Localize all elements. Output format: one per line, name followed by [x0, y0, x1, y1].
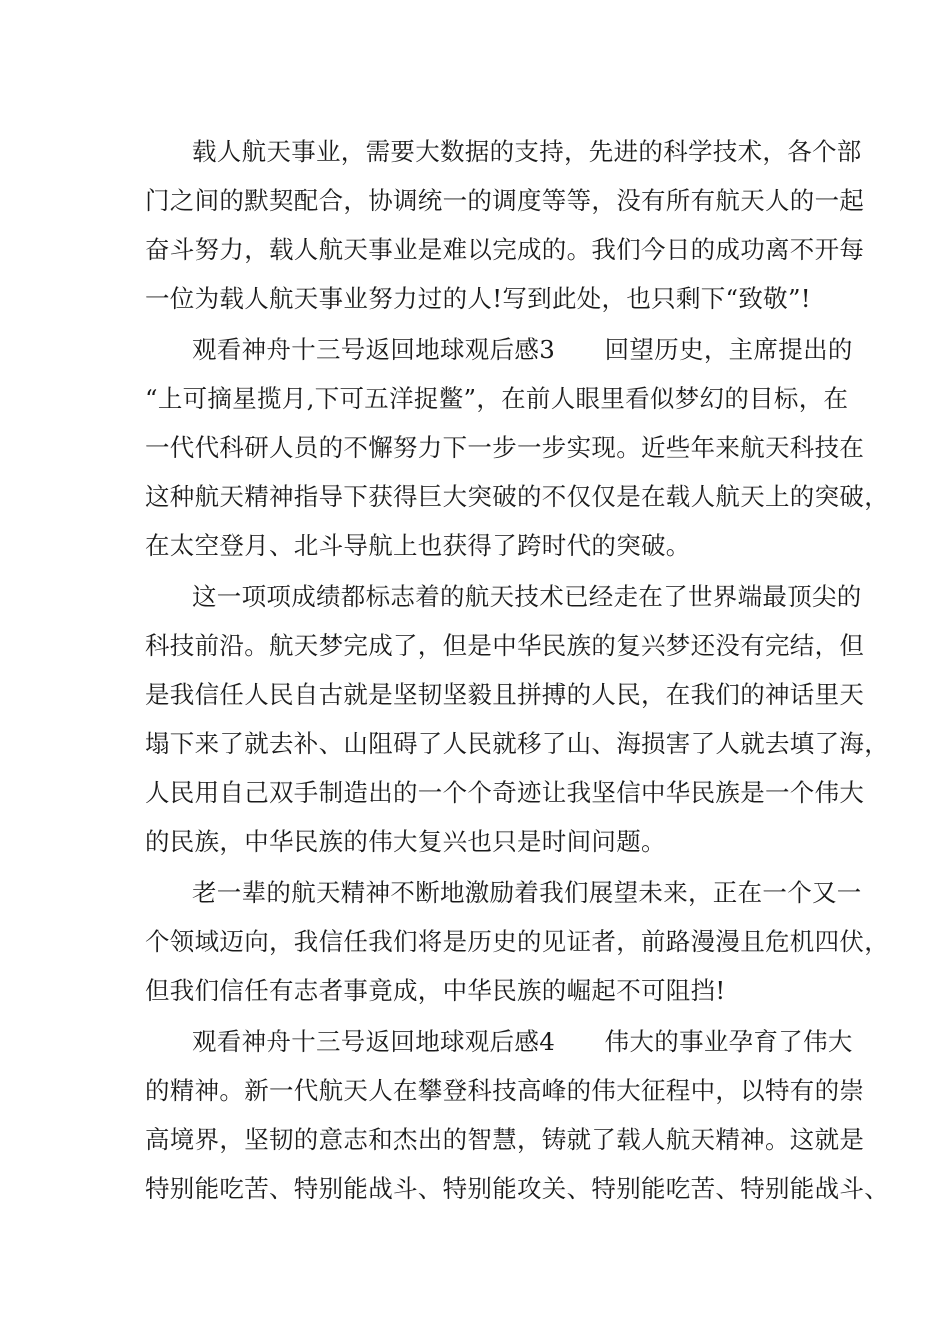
paragraph-line: 这种航天精神指导下获得巨大突破的不仅仅是在载人航天上的突破， [145, 482, 889, 511]
paragraph-line: 一位为载人航天事业努力过的人!写到此处，也只剩下“致敬”! [145, 284, 811, 313]
paragraph-line: 这一项项成绩都标志着的航天技术已经走在了世界端最顶尖的 [192, 582, 862, 611]
paragraph-line: 个领域迈向，我信任我们将是历史的见证者，前路漫漫且危机四伏， [145, 927, 889, 956]
section-heading-line: 观看神舟十三号返回地球观后感3 回望历史，主席提出的 [192, 335, 853, 364]
paragraph-line: 是我信任人民自古就是坚韧坚毅且拼搏的人民，在我们的神话里天 [145, 680, 865, 709]
paragraph-line: 老一辈的航天精神不断地激励着我们展望未来，正在一个又一 [192, 878, 862, 907]
paragraph-line: 在太空登月、北斗导航上也获得了跨时代的突破。 [145, 531, 691, 560]
section-heading-line: 观看神舟十三号返回地球观后感4 伟大的事业孕育了伟大 [192, 1027, 853, 1056]
paragraph-line: 的民族，中华民族的伟大复兴也只是时间问题。 [145, 827, 666, 856]
paragraph-line: “上可摘星揽月,下可五洋捉鳖”，在前人眼里看似梦幻的目标，在 [145, 384, 849, 413]
paragraph-line: 科技前沿。航天梦完成了，但是中华民族的复兴梦还没有完结，但 [145, 631, 865, 660]
paragraph-line: 特别能吃苦、特别能战斗、特别能攻关、特别能吃苦、特别能战斗、 [145, 1174, 889, 1203]
paragraph-line: 人民用自己双手制造出的一个个奇迹让我坚信中华民族是一个伟大 [145, 778, 865, 807]
paragraph-line: 载人航天事业，需要大数据的支持，先进的科学技术，各个部 [192, 137, 862, 166]
paragraph-line: 但我们信任有志者事竟成，中华民族的崛起不可阻挡! [145, 976, 726, 1005]
paragraph-line: 门之间的默契配合，协调统一的调度等等，没有所有航天人的一起 [145, 186, 865, 215]
paragraph-line: 的精神。新一代航天人在攀登科技高峰的伟大征程中，以特有的崇 [145, 1076, 865, 1105]
paragraph-line: 一代代科研人员的不懈努力下一步一步实现。近些年来航天科技在 [145, 433, 865, 462]
paragraph-line: 奋斗努力，载人航天事业是难以完成的。我们今日的成功离不开每 [145, 235, 865, 264]
paragraph-line: 高境界，坚韧的意志和杰出的智慧，铸就了载人航天精神。这就是 [145, 1125, 865, 1154]
paragraph-line: 塌下来了就去补、山阻碍了人民就移了山、海损害了人就去填了海， [145, 729, 889, 758]
